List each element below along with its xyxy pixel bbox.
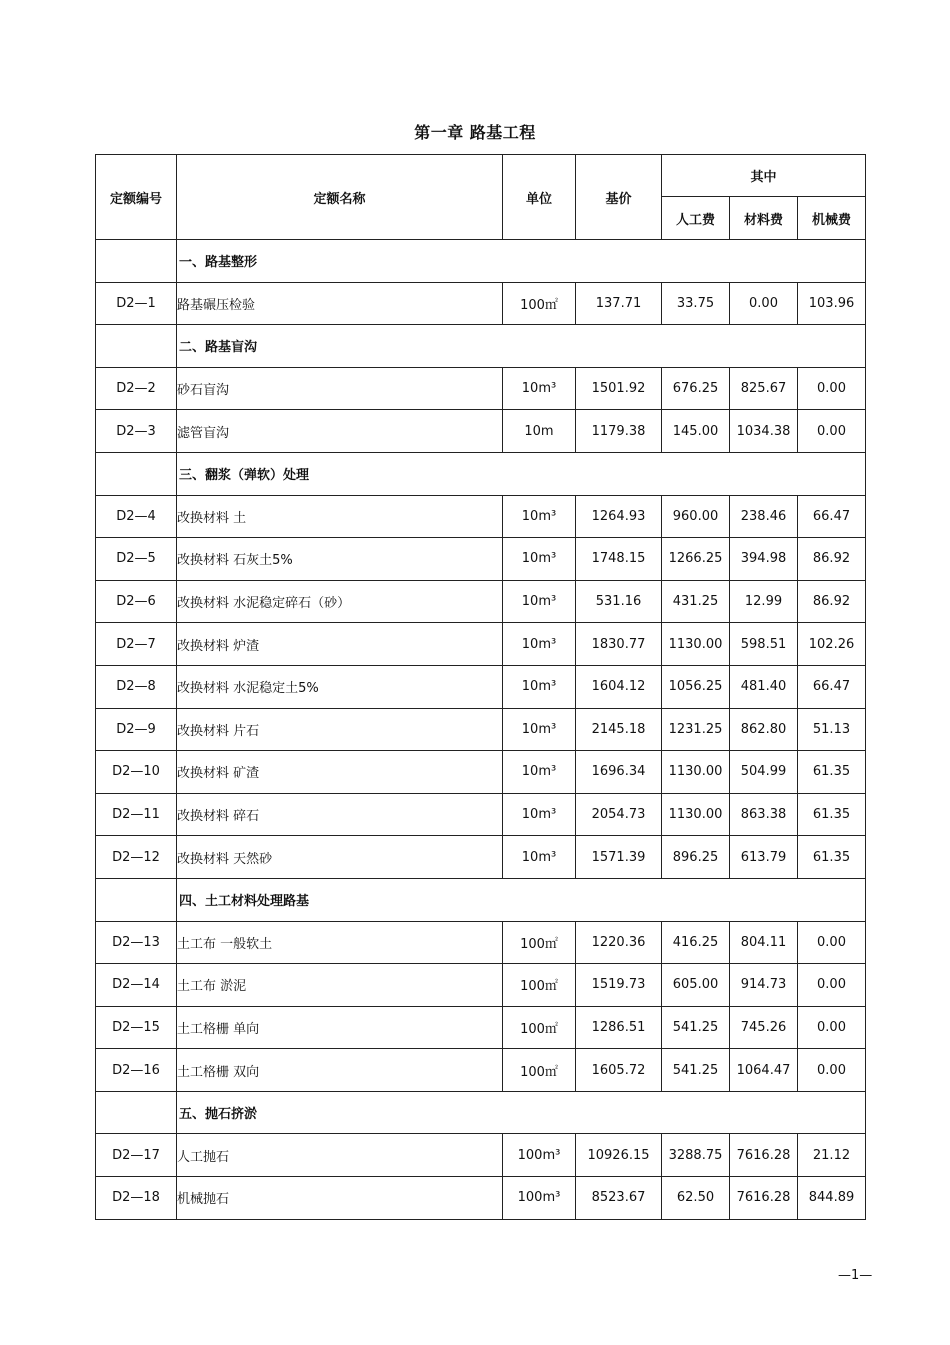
quota-name: 改换材料 炉渣	[177, 623, 503, 666]
labor-cost: 896.25	[662, 836, 730, 879]
header-material: 材料费	[730, 197, 798, 240]
machine-cost: 0.00	[798, 964, 866, 1007]
header-unit: 单位	[503, 155, 576, 240]
material-cost: 7616.28	[730, 1177, 798, 1220]
quota-unit: 10m³	[503, 495, 576, 538]
table-row	[96, 793, 866, 836]
material-cost: 504.99	[730, 751, 798, 794]
machine-cost: 86.92	[798, 538, 866, 581]
quota-unit: 10m³	[503, 751, 576, 794]
quota-unit: 100㎡	[503, 921, 576, 964]
machine-cost: 51.13	[798, 708, 866, 751]
material-cost: 863.38	[730, 793, 798, 836]
machine-cost: 61.35	[798, 836, 866, 879]
quota-name: 改换材料 矿渣	[177, 751, 503, 794]
quota-code: D2—12	[96, 836, 177, 879]
table-row	[96, 921, 866, 964]
labor-cost: 1231.25	[662, 708, 730, 751]
section-code-cell	[96, 325, 177, 368]
labor-cost: 33.75	[662, 282, 730, 325]
quota-name: 砂石盲沟	[177, 367, 503, 410]
quota-name: 改换材料 石灰土5%	[177, 538, 503, 581]
quota-name: 路基碾压检验	[177, 282, 503, 325]
header-labor: 人工费	[662, 197, 730, 240]
quota-unit: 100㎡	[503, 282, 576, 325]
quota-unit: 10m³	[503, 623, 576, 666]
section-code-cell	[96, 240, 177, 283]
quota-unit: 100㎡	[503, 1006, 576, 1049]
quota-unit: 100㎡	[503, 1049, 576, 1092]
machine-cost: 103.96	[798, 282, 866, 325]
quota-name: 改换材料 片石	[177, 708, 503, 751]
quota-unit: 10m	[503, 410, 576, 453]
quota-code: D2—14	[96, 964, 177, 1007]
machine-cost: 61.35	[798, 751, 866, 794]
material-cost: 745.26	[730, 1006, 798, 1049]
quota-name: 滤管盲沟	[177, 410, 503, 453]
page-title: 第一章 路基工程	[414, 123, 536, 142]
section-code-cell	[96, 1091, 177, 1134]
machine-cost: 0.00	[798, 1049, 866, 1092]
quota-name: 改换材料 碎石	[177, 793, 503, 836]
base-price: 1604.12	[576, 665, 662, 708]
header-machine: 机械费	[798, 197, 866, 240]
quota-code: D2—4	[96, 495, 177, 538]
header-base-price: 基价	[576, 155, 662, 240]
table-row	[96, 1049, 866, 1092]
section-code-cell	[96, 452, 177, 495]
labor-cost: 62.50	[662, 1177, 730, 1220]
labor-cost: 1130.00	[662, 751, 730, 794]
table-row	[96, 410, 866, 453]
section-row	[96, 240, 866, 283]
base-price: 1179.38	[576, 410, 662, 453]
quota-code: D2—5	[96, 538, 177, 581]
material-cost: 1034.38	[730, 410, 798, 453]
header-code: 定额编号	[96, 155, 177, 240]
labor-cost: 676.25	[662, 367, 730, 410]
base-price: 1696.34	[576, 751, 662, 794]
table-row	[96, 1134, 866, 1177]
quota-code: D2—2	[96, 367, 177, 410]
section-title: 五、抛石挤淤	[177, 1091, 866, 1134]
table-row	[96, 282, 866, 325]
quota-code: D2—3	[96, 410, 177, 453]
labor-cost: 541.25	[662, 1006, 730, 1049]
section-code-cell	[96, 878, 177, 921]
quota-unit: 10m³	[503, 538, 576, 581]
labor-cost: 1130.00	[662, 793, 730, 836]
page-number: —1—	[838, 1268, 873, 1283]
table-row	[96, 665, 866, 708]
material-cost: 1064.47	[730, 1049, 798, 1092]
labor-cost: 1266.25	[662, 538, 730, 581]
section-title: 四、土工材料处理路基	[177, 878, 866, 921]
table-row	[96, 580, 866, 623]
base-price: 1519.73	[576, 964, 662, 1007]
labor-cost: 431.25	[662, 580, 730, 623]
quota-code: D2—8	[96, 665, 177, 708]
machine-cost: 0.00	[798, 921, 866, 964]
material-cost: 613.79	[730, 836, 798, 879]
section-row	[96, 325, 866, 368]
material-cost: 481.40	[730, 665, 798, 708]
labor-cost: 1130.00	[662, 623, 730, 666]
quota-code: D2—16	[96, 1049, 177, 1092]
machine-cost: 102.26	[798, 623, 866, 666]
table-row	[96, 751, 866, 794]
quota-name: 土工布 淤泥	[177, 964, 503, 1007]
table-row	[96, 495, 866, 538]
quota-name: 人工抛石	[177, 1134, 503, 1177]
base-price: 1220.36	[576, 921, 662, 964]
machine-cost: 61.35	[798, 793, 866, 836]
quota-unit: 100㎡	[503, 964, 576, 1007]
quota-table	[95, 154, 866, 1220]
labor-cost: 145.00	[662, 410, 730, 453]
header-group: 其中	[662, 155, 866, 197]
quota-code: D2—13	[96, 921, 177, 964]
base-price: 2054.73	[576, 793, 662, 836]
material-cost: 238.46	[730, 495, 798, 538]
table-row	[96, 538, 866, 581]
quota-unit: 100m³	[503, 1177, 576, 1220]
quota-code: D2—10	[96, 751, 177, 794]
quota-name: 土工格栅 双向	[177, 1049, 503, 1092]
table-row	[96, 964, 866, 1007]
base-price: 1830.77	[576, 623, 662, 666]
table-row	[96, 1006, 866, 1049]
table-body	[96, 240, 866, 1220]
material-cost: 394.98	[730, 538, 798, 581]
quota-name: 土工格栅 单向	[177, 1006, 503, 1049]
table-row	[96, 623, 866, 666]
base-price: 8523.67	[576, 1177, 662, 1220]
material-cost: 914.73	[730, 964, 798, 1007]
machine-cost: 86.92	[798, 580, 866, 623]
machine-cost: 844.89	[798, 1177, 866, 1220]
quota-name: 土工布 一般软土	[177, 921, 503, 964]
material-cost: 825.67	[730, 367, 798, 410]
section-title: 二、路基盲沟	[177, 325, 866, 368]
quota-code: D2—9	[96, 708, 177, 751]
quota-name: 改换材料 土	[177, 495, 503, 538]
quota-code: D2—18	[96, 1177, 177, 1220]
quota-code: D2—17	[96, 1134, 177, 1177]
quota-code: D2—1	[96, 282, 177, 325]
quota-code: D2—11	[96, 793, 177, 836]
machine-cost: 66.47	[798, 665, 866, 708]
labor-cost: 3288.75	[662, 1134, 730, 1177]
base-price: 2145.18	[576, 708, 662, 751]
table-row	[96, 1177, 866, 1220]
quota-unit: 10m³	[503, 708, 576, 751]
machine-cost: 0.00	[798, 1006, 866, 1049]
quota-code: D2—7	[96, 623, 177, 666]
base-price: 137.71	[576, 282, 662, 325]
quota-unit: 10m³	[503, 367, 576, 410]
labor-cost: 960.00	[662, 495, 730, 538]
material-cost: 12.99	[730, 580, 798, 623]
base-price: 1286.51	[576, 1006, 662, 1049]
table-header	[96, 155, 866, 240]
machine-cost: 0.00	[798, 410, 866, 453]
material-cost: 862.80	[730, 708, 798, 751]
quota-name: 改换材料 水泥稳定碎石（砂）	[177, 580, 503, 623]
quota-unit: 10m³	[503, 580, 576, 623]
table-row	[96, 708, 866, 751]
labor-cost: 1056.25	[662, 665, 730, 708]
quota-unit: 10m³	[503, 836, 576, 879]
quota-unit: 100m³	[503, 1134, 576, 1177]
section-row	[96, 878, 866, 921]
section-row	[96, 452, 866, 495]
base-price: 1501.92	[576, 367, 662, 410]
section-row	[96, 1091, 866, 1134]
material-cost: 804.11	[730, 921, 798, 964]
quota-unit: 10m³	[503, 665, 576, 708]
quota-name: 改换材料 水泥稳定土5%	[177, 665, 503, 708]
base-price: 10926.15	[576, 1134, 662, 1177]
material-cost: 7616.28	[730, 1134, 798, 1177]
material-cost: 598.51	[730, 623, 798, 666]
base-price: 1264.93	[576, 495, 662, 538]
machine-cost: 0.00	[798, 367, 866, 410]
labor-cost: 605.00	[662, 964, 730, 1007]
base-price: 1605.72	[576, 1049, 662, 1092]
machine-cost: 66.47	[798, 495, 866, 538]
quota-code: D2—6	[96, 580, 177, 623]
base-price: 1748.15	[576, 538, 662, 581]
material-cost: 0.00	[730, 282, 798, 325]
quota-name: 改换材料 天然砂	[177, 836, 503, 879]
machine-cost: 21.12	[798, 1134, 866, 1177]
section-title: 三、翻浆（弹软）处理	[177, 452, 866, 495]
base-price: 531.16	[576, 580, 662, 623]
header-name: 定额名称	[177, 155, 503, 240]
quota-unit: 10m³	[503, 793, 576, 836]
labor-cost: 416.25	[662, 921, 730, 964]
table-row	[96, 836, 866, 879]
quota-name: 机械抛石	[177, 1177, 503, 1220]
section-title: 一、路基整形	[177, 240, 866, 283]
quota-code: D2—15	[96, 1006, 177, 1049]
labor-cost: 541.25	[662, 1049, 730, 1092]
base-price: 1571.39	[576, 836, 662, 879]
table-row	[96, 367, 866, 410]
